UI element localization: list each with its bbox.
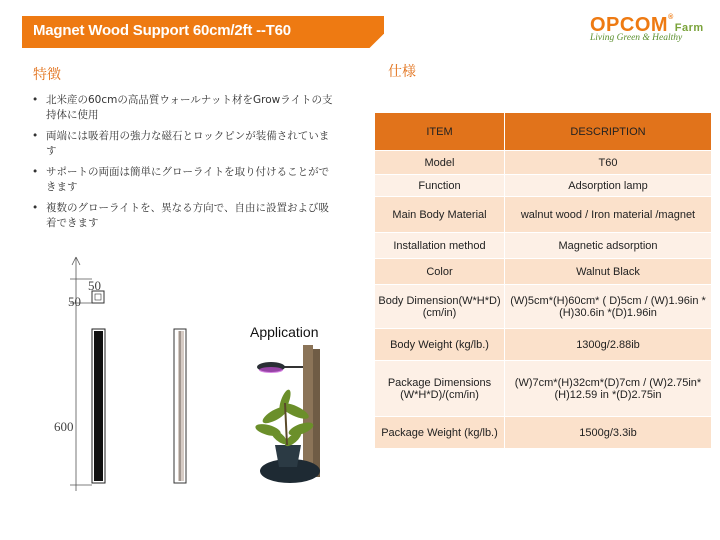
page-title: Magnet Wood Support 60cm/2ft --T60	[33, 22, 291, 39]
spec-table	[374, 112, 712, 449]
spec-cell-item: Installation method	[375, 233, 505, 259]
spec-cell-value: Magnetic adsorption	[505, 233, 712, 259]
application-image	[235, 345, 340, 490]
feature-item: • サポートの両面は簡単にグローライトを取り付けることができます	[32, 165, 337, 195]
spec-cell-value: Adsorption lamp	[505, 175, 712, 197]
dimension-drawing	[40, 245, 200, 495]
spec-cell-value: walnut wood / Iron material /magnet	[505, 197, 712, 233]
spec-header-description: DESCRIPTION	[505, 113, 712, 151]
dim-arrow	[76, 257, 80, 265]
support-bar-front-fill	[94, 331, 103, 481]
spec-cell-item: Main Body Material	[375, 197, 505, 233]
wood-post	[303, 345, 313, 475]
spec-cell-value: 1300g/2.88ib	[505, 329, 712, 361]
top-view-inner	[95, 294, 101, 300]
spec-cell-item: Color	[375, 259, 505, 285]
table-row	[375, 197, 712, 233]
support-bar-side-tint	[178, 331, 184, 481]
spec-cell-item: Body Weight (kg/lb.)	[375, 329, 505, 361]
plant-pot	[275, 445, 301, 467]
dim-arrow	[72, 257, 76, 265]
feature-item: • 複数のグローライトを、異なる方向で、自由に設置および吸着できます	[32, 201, 337, 231]
table-row	[375, 417, 712, 449]
dim-height-label: 600	[54, 419, 74, 434]
spec-cell-item: Package Weight (kg/lb.)	[375, 417, 505, 449]
table-row	[375, 329, 712, 361]
spec-cell-value: 1500g/3.3ib	[505, 417, 712, 449]
spec-header-row	[375, 113, 712, 151]
spec-title: 仕様	[388, 64, 416, 80]
spec-cell-value: (W)5cm*(H)60cm* ( D)5cm / (W)1.96in *(H)30.6in *(D)1.96in	[505, 285, 712, 329]
spec-cell-value: (W)7cm*(H)32cm*(D)7cm / (W)2.75in*(H)12.59 in *(D)2.75in	[505, 361, 712, 417]
dim-width-label: 50	[88, 278, 101, 293]
logo-wordmark: OPCOM®Farm	[590, 14, 704, 36]
spec-cell-item: Function	[375, 175, 505, 197]
logo-tagline: Living Green & Healthy	[590, 33, 683, 43]
table-row	[375, 233, 712, 259]
spec-cell-item: Body Dimension(W*H*D) (cm/in)	[375, 285, 505, 329]
wood-post	[313, 349, 320, 477]
table-row	[375, 361, 712, 417]
table-row	[375, 151, 712, 175]
table-row	[375, 175, 712, 197]
spec-header-item: ITEM	[375, 113, 505, 151]
table-row	[375, 285, 712, 329]
feature-item: • 両端には吸着用の強力な磁石とロックピンが装備されています	[32, 129, 337, 159]
table-row	[375, 259, 712, 285]
grow-lamp-glow	[259, 367, 283, 373]
dim-depth-label: 50	[68, 294, 81, 309]
spec-cell-item: Model	[375, 151, 505, 175]
brand-logo	[590, 14, 704, 48]
features-list	[32, 93, 337, 237]
features-title: 特徴	[33, 67, 61, 83]
application-label: Application	[250, 324, 319, 340]
spec-cell-value: Walnut Black	[505, 259, 712, 285]
feature-item: • 北米産の60cmの高品質ウォールナット材をGrowライトの支持体に使用	[32, 93, 337, 123]
spec-cell-item: Package Dimensions (W*H*D)/(cm/in)	[375, 361, 505, 417]
spec-cell-value: T60	[505, 151, 712, 175]
